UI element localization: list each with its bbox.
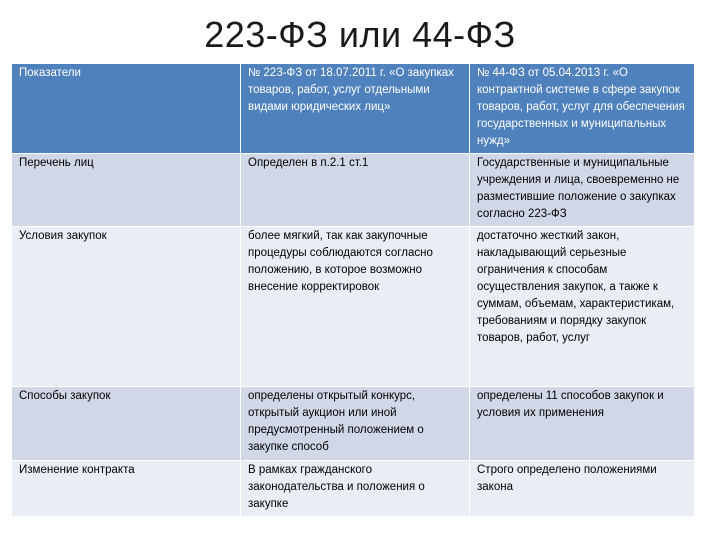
table-row (12, 227, 695, 387)
cell-223fz: более мягкий, так как закупочные процедуры соблюдаются согласно положению, в которое возможно внесение корректировок (241, 227, 470, 387)
cell-44fz: Строго определено положениями закона (470, 461, 695, 517)
row-label: Изменение контракта (12, 461, 241, 517)
slide-title: 223-ФЗ или 44-ФЗ (204, 14, 516, 55)
cell-223fz: В рамках гражданского законодательства и положения о закупке (241, 461, 470, 517)
cell-44fz: определены 11 способов закупок и условия их применения (470, 387, 695, 461)
cell-44fz: достаточно жесткий закон, накладывающий серьезные ограничения к способам осуществления закупок, а также к суммам, объемам, характеристикам, требованиям и порядку закупок товаров, работ, услуг (470, 227, 695, 387)
cell-223fz: определены открытый конкурс, открытый аукцион или иной предусмотренный положением о закупке способ (241, 387, 470, 461)
row-label: Условия закупок (12, 227, 241, 387)
table-row (12, 154, 695, 227)
table-header-row (12, 64, 695, 154)
table-row (12, 387, 695, 461)
header-cell-indicators: Показатели (12, 64, 241, 154)
cell-223fz: Определен в п.2.1 ст.1 (241, 154, 470, 227)
comparison-table (11, 63, 695, 517)
header-cell-44fz: № 44-ФЗ от 05.04.2013 г. «О контрактной системе в сфере закупок товаров, работ, услуг для обеспечения государственных и муниципальных нужд» (470, 64, 695, 154)
header-cell-223fz: № 223-ФЗ от 18.07.2011 г. «О закупках товаров, работ, услуг отдельными видами юридических лиц» (241, 64, 470, 154)
cell-44fz: Государственные и муниципальные учреждения и лица, своевременно не разместившие положение о закупках согласно 223-ФЗ (470, 154, 695, 227)
table-row (12, 461, 695, 517)
row-label: Способы закупок (12, 387, 241, 461)
row-label: Перечень лиц (12, 154, 241, 227)
